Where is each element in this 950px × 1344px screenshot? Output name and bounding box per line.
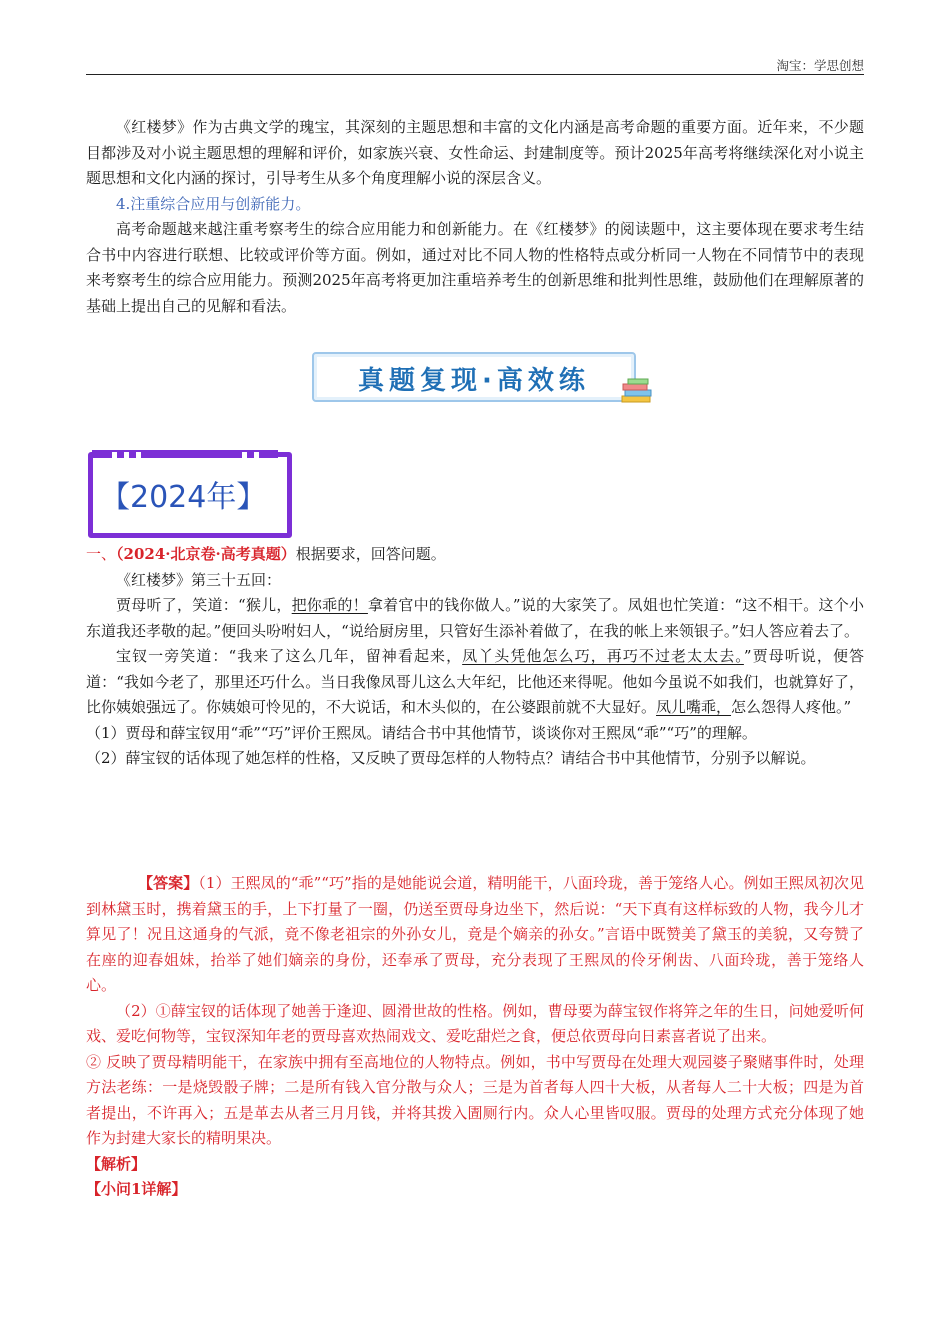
year-frame-stripes bbox=[92, 450, 278, 464]
section-banner bbox=[312, 352, 636, 402]
question-stem bbox=[86, 542, 864, 568]
underlined-phrase: 凤儿嘴乖， bbox=[656, 698, 732, 716]
analysis-label: 【解析】 bbox=[86, 1154, 147, 1173]
question-section bbox=[86, 542, 864, 772]
sub-question-2: （2）薛宝钗的话体现了她怎样的性格，又反映了贾母怎样的人物特点？请结合书中其他情节，分别予以解说。 bbox=[86, 749, 816, 767]
question-instruction: 根据要求，回答问题。 bbox=[295, 545, 446, 563]
passage-text: 拿着官中的钱你做人。”说的大家笑了。凤姐也忙笑道：“这不相干。这个小东道我还孝敬的起。”便回头吩咐妇人，“说给厨房里，只管好生添补着做了，在我的帐上来领银子。”妇人答应着去了。 bbox=[86, 596, 864, 640]
sub-question-1: （1）贾母和薛宝钗用“乖”“巧”评价王熙凤。请结合书中其他情节，谈谈你对王熙凤“乖”“巧”的理解。 bbox=[86, 723, 757, 742]
passage-text: 怎么怨得人疼他。” bbox=[731, 698, 852, 716]
books-icon bbox=[620, 378, 654, 406]
underlined-phrase: 凤丫头凭他怎么巧，再巧不过老太太去。 bbox=[462, 647, 744, 665]
intro-section bbox=[86, 115, 864, 319]
passage-paragraph-2 bbox=[86, 644, 864, 721]
answer-text-1: （1）王熙凤的“乖”“巧”指的是她能说会道，精明能干，八面玲珑，善于笼络人心。例如王熙凤初次见到林黛玉时，携着黛玉的手，上下打量了一圈，仍送至贾母身边坐下，然后说：“天下真有这样标致的人物，我今儿才算见了！况且这通身的气派，竟不像老祖宗的外孙女儿，竟是个嫡亲的孙女。”言语中既赞美了黛玉的美貌，又夸赞了在座的迎春姐妹，抬举了她们嫡亲的身份，还奉承了贾母，充分表现了王熙凤的伶牙俐齿、八面玲珑，善于笼络人心。 bbox=[86, 874, 864, 994]
answer-part-1 bbox=[86, 871, 864, 999]
page-header bbox=[86, 54, 864, 75]
question-number: 一、 bbox=[86, 545, 117, 563]
underlined-phrase: 把你乖的！ bbox=[291, 596, 368, 614]
answer-part-2-1: （2）①薛宝钗的话体现了她善于逢迎、圆滑世故的性格。例如，曹母要为薛宝钗作将笄之年的生日，问她爱听何戏、爱吃何物等，宝钗深知年老的贾母喜欢热闹戏文、爱吃甜烂之食，便总依贾母向日素喜者说了出来。 bbox=[86, 1001, 864, 1045]
answer-label: 【答案】 bbox=[138, 874, 199, 892]
sub-question-1-detail-label: 【小问1详解】 bbox=[86, 1180, 187, 1198]
banner-title: 真题复现·高效练 bbox=[358, 366, 590, 396]
intro-paragraph-2: 高考命题越来越注重考察考生的综合应用能力和创新能力。在《红楼梦》的阅读题中，这主要体现在要求考生结合书中内容进行联想、比较或评价等方面。例如，通过对比不同人物的性格特点或分析同一人物在不同情节中的表现来考察考生的综合应用能力。预测2025年高考将更加注重培养考生的创新思维和批判性思维，鼓励他们在理解原著的基础上提出自己的见解和看法。 bbox=[86, 220, 864, 315]
passage-text: 宝钗一旁笑道：“我来了这么几年，留神看起来， bbox=[116, 647, 463, 665]
question-source: （2024·北京卷·高考真题） bbox=[116, 545, 296, 563]
year-title: 【2024年】 bbox=[100, 480, 267, 515]
passage-chapter: 《红楼梦》第三十五回： bbox=[116, 570, 282, 589]
header-text: 淘宝：学思创想 bbox=[776, 58, 864, 73]
intro-paragraph-1: 《红楼梦》作为古典文学的瑰宝，其深刻的主题思想和丰富的文化内涵是高考命题的重要方面。近年来，不少题目都涉及对小说主题思想的理解和评价，如家族兴衰、女性命运、封建制度等。预计2025年高考将继续深化对小说主题思想和文化内涵的探讨，引导考生从多个角度理解小说的深层含义。 bbox=[86, 118, 864, 187]
answer-part-2-2: ② 反映了贾母精明能干，在家族中拥有至高地位的人物特点。例如，书中写贾母在处理大观园婆子聚赌事件时，处理方法老练：一是烧毁骰子牌；二是所有钱入官分散与众人；三是为首者每人四十大板，从者每人二十大板；四是为首者提出，不许再入；五是革去从者三月月钱，并将其拨入圊厕行内。众人心里皆叹服。贾母的处理方式充分体现了她作为封建大家长的精明果决。 bbox=[86, 1052, 864, 1147]
passage-text: 贾母听了，笑道：“猴儿， bbox=[116, 596, 292, 614]
passage-text: ”贾母听说，便答道：“我如今老了，那里还巧什么。当日我像凤哥儿这么大年纪，比他还来得呢。他如今虽说不如我们，也就算好了，比你姨娘强远了。你姨娘可怜见的，不大说话，和木头似的，在公婆跟前就不大显好。 bbox=[86, 647, 865, 716]
passage-paragraph-1 bbox=[86, 593, 864, 644]
answer-section bbox=[86, 871, 864, 1203]
section-heading-4: 4.注重综合应用与创新能力。 bbox=[116, 194, 311, 213]
